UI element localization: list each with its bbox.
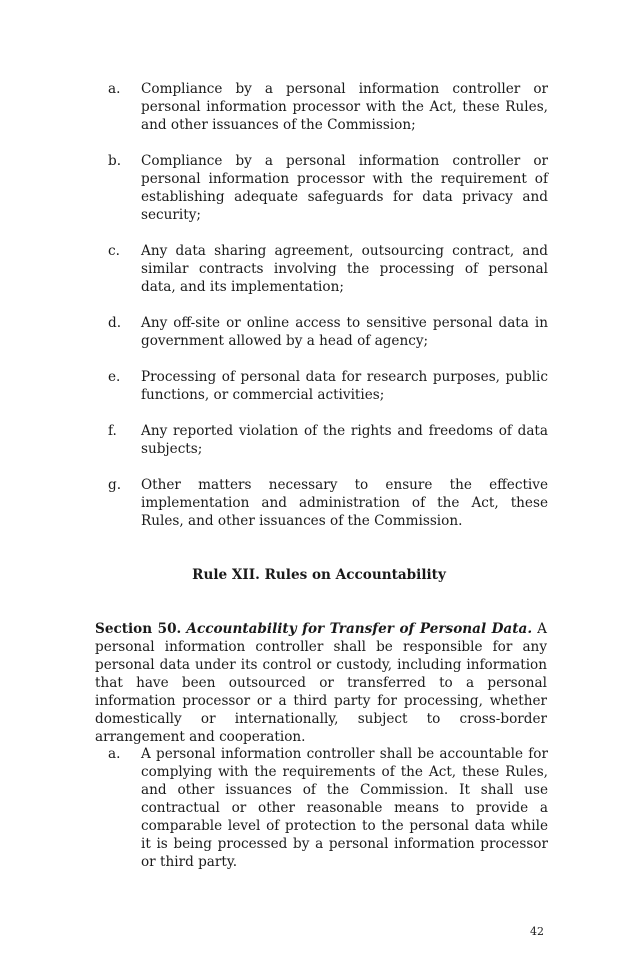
section-paragraph xyxy=(95,620,547,746)
top-list xyxy=(108,80,548,548)
list-item xyxy=(108,314,548,350)
list-item-text: Any reported violation of the rights and freedoms of data subjects; xyxy=(141,423,548,457)
list-item xyxy=(108,80,548,134)
list-marker: e. xyxy=(108,369,121,385)
list-item-text: Other matters necessary to ensure the effective implementation and administration of the Act, these Rules, and other issuances of the Commission. xyxy=(141,477,548,529)
list-item xyxy=(108,368,548,404)
list-item xyxy=(108,152,548,224)
list-item xyxy=(108,422,548,458)
list-item xyxy=(108,242,548,296)
section-body: A personal information controller shall be responsible for any personal data under its control or custody, including information that have been outsourced or transferred to a personal information processor or a third party for processing, whether domestically or internationally, subject to cross-border arrangement and cooperation. xyxy=(95,621,547,745)
list-item-text: A personal information controller shall be accountable for complying with the requirements of the Act, these Rules, and other issuances of the Commission. It shall use contractual or other reasonable means to provide a comparable level of protection to the personal data while it is being processed by a personal information processor or third party. xyxy=(141,746,548,870)
list-item-text: Compliance by a personal information controller or personal information processor with the Act, these Rules, and other issuances of the Commission; xyxy=(141,81,548,133)
list-item-text: Any off-site or online access to sensitive personal data in government allowed by a head of agency; xyxy=(141,315,548,349)
list-item xyxy=(108,745,548,871)
list-marker: f. xyxy=(108,423,117,439)
list-item-text: Compliance by a personal information controller or personal information processor with the requirement of establishing adequate safeguards for data privacy and security; xyxy=(141,153,548,223)
section-number: Section 50. xyxy=(95,621,182,637)
list-marker: d. xyxy=(108,315,122,331)
list-marker: c. xyxy=(108,243,120,259)
section-title: Accountability for Transfer of Personal Data. xyxy=(186,621,533,637)
list-marker: g. xyxy=(108,477,122,493)
list-marker: b. xyxy=(108,153,122,169)
list-marker: a. xyxy=(108,746,121,762)
list-item-text: Processing of personal data for research purposes, public functions, or commercial activities; xyxy=(141,369,548,403)
list-marker: a. xyxy=(108,81,121,97)
rule-heading: Rule XII. Rules on Accountability xyxy=(192,567,446,583)
list-item-text: Any data sharing agreement, outsourcing contract, and similar contracts involving the processing of personal data, and its implementation; xyxy=(141,243,548,295)
page-number: 42 xyxy=(530,925,544,938)
list-item xyxy=(108,476,548,530)
bottom-list xyxy=(108,745,548,889)
